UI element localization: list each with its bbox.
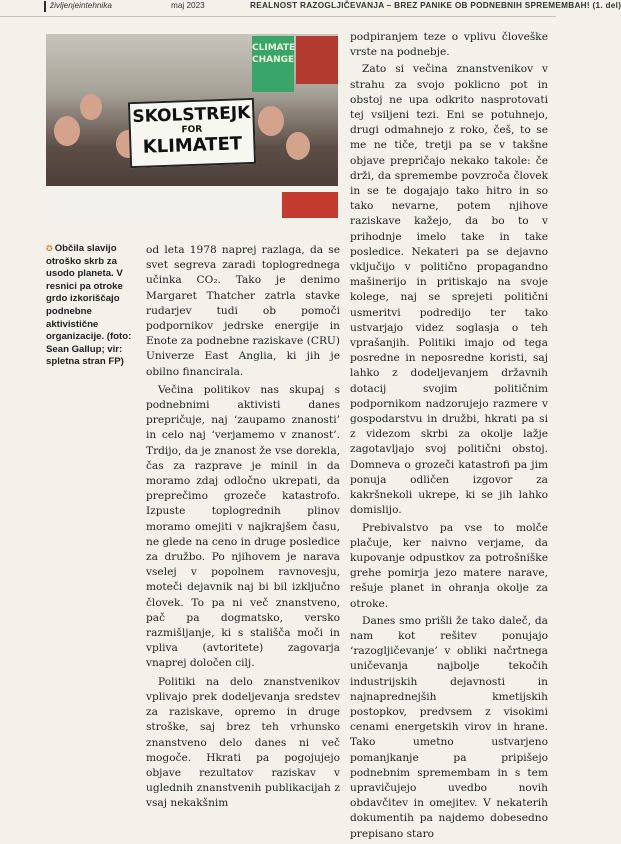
article-photo: [46, 34, 338, 222]
crowd-face: [258, 106, 284, 136]
crowd-face: [80, 94, 102, 120]
caption-marker-icon: ✪: [46, 244, 53, 253]
issue-date: maj 2023: [171, 1, 205, 10]
crowd-face: [54, 116, 80, 146]
protest-sign-green-text: CLIMATE CHANGE: [252, 43, 296, 65]
photo-caption: [46, 243, 136, 369]
crowd-face: [286, 132, 310, 160]
protest-banner-red: [282, 192, 338, 218]
paragraph: Politiki na delo znanstvenikov vplivajo prek dodeljevanja sredstev za raziskave, opremo in druge stroške, saj brez teh vrhunsko znanstveno delo danes ni več mogoče. Hkrati pa pogojujejo objave rezultatov raziskav v uglednih znanstvenih publikacijah z vsaj nekakšnim: [146, 675, 340, 810]
sign-line-3: KLIMATET: [142, 133, 243, 158]
paragraph: Zato si večina znanstvenikov v strahu za svojo poklicno pot in obstoj ne upa odkrito nasprotovati tej vsiljeni tezi. Eni se potuhnejo, drugi odmahnejo z roko, češ, to se me ne tiče, tretji pa se v takšne objave prepričajo nekako takole: če drži, da spremembe povzroča človek in se te dogajajo tako hitro in so tako nevarne, potem njihove raziskave kažejo, da bo to v prihodnje imelo take in take posledice. Nekateri pa se dejavno vključijo v politično propagandno mašinerijo in pritiskajo na svoje kolege, naj se sprejeti politični usmeritvi podredijo ter tako ustvarjajo videz soglasja o teh vprašanjih. Politiki imajo od tega posredne in neposredne koristi, saj lahko z dodeljevanjem državnih dotacij svojim političnim podpornikom nadzorujejo razmere v gospodarstvu in družbi, hkrati pa si z videzom skrbi za okolje lažje zagotavljajo svoj politični obstoj. Domneva o grozeči katastrofi pa jim ponuja odličen izgovor za kakršnekoli ukrepe, ki se jih lahko domislijo.: [350, 63, 548, 517]
paragraph: Danes smo prišli že tako daleč, da nam kot rešitev ponujajo ‘razogljičevanje’ v obliki načrtnega uničevanja najbolje tekočih industrijskih dejavnosti in najnaprednejših kmetijskih postopkov, predvsem z visokimi cenami energetskih virov in hrane. Tako umetno ustvarjeno pomanjkanje pa pripišejo podnebnim spremembam in s tem upravičujejo uvedbo novih obdavčitev in omejitev. V nekaterih dokumentih pa najdemo dobesedno prepisano staro: [350, 614, 548, 840]
protest-sign-main: [128, 98, 256, 168]
protest-sign-red: [296, 36, 338, 84]
text-column-right: [350, 30, 548, 844]
sign-line-1: SKOLSTREJK: [132, 102, 251, 128]
sign-line-2: FOR: [181, 124, 203, 136]
running-head: [0, 0, 621, 17]
paragraph: podpiranjem teze o vplivu človeške vrste na podnebje.: [350, 31, 548, 59]
running-head-bar: [44, 1, 46, 12]
caption-text: Občila slavijo otroško skrb za usodo planeta. V resnici pa otroke grdo izkoriščajo podnebne aktivistične organizacije. (foto: Sean Gallup; vir: spletna stran FP): [46, 243, 132, 368]
protest-sign-green: [252, 36, 294, 92]
article-title: REALNOST RAZOGLJIČEVANJA – BREZ PANIKE OB PODNEBNIH SPREMEMBAH! (1. del): [250, 1, 621, 10]
paragraph: Prebivalstvo pa vse to molče plačuje, ker naivno verjame, da kupovanje odpustkov za potrošniške grehe pomirja jezo matere narave, rešuje planet in ohranja okolje za otroke.: [350, 521, 548, 610]
paragraph: od leta 1978 naprej razlaga, da se svet segreva zaradi toplogrednega učinka CO₂. Tako je denimo Margaret Thatcher zatrla stavke rudarjev tudi ob pomoči podpornikov jedrske energije in Enote za podnebne raziskave (CRU) Univerze East Anglia, ki jih je obilno financirala.: [146, 244, 340, 378]
text-column-middle: [146, 243, 340, 815]
paragraph: Večina politikov nas skupaj s podnebnimi aktivisti danes prepričuje, naj ‘zaupamo znanosti’ in celo naj ‘verjamemo v znanost’. Trdijo, da je znanost že vse dorekla, čas za razprave je minil in da moramo zdaj odločno ukrepati, da preprečimo grozeče katastrofo. Izpuste toplogrednih plinov moramo omejiti v najkrajšem času, ne glede na ceno in druge posledice za družbo. Po njihovem je narava vselej v popolnem ravnovesju, moteči dejavnik naj bi bil izključno človek. To pa ni več znanstveno, pač pa dogmatsko, versko razmišljanje, ki s stališča moči in vpliva (avtoritete) zagovarja vnaprej določen cilj.: [146, 383, 340, 670]
publication-name: življenjeintehnika: [50, 1, 112, 10]
